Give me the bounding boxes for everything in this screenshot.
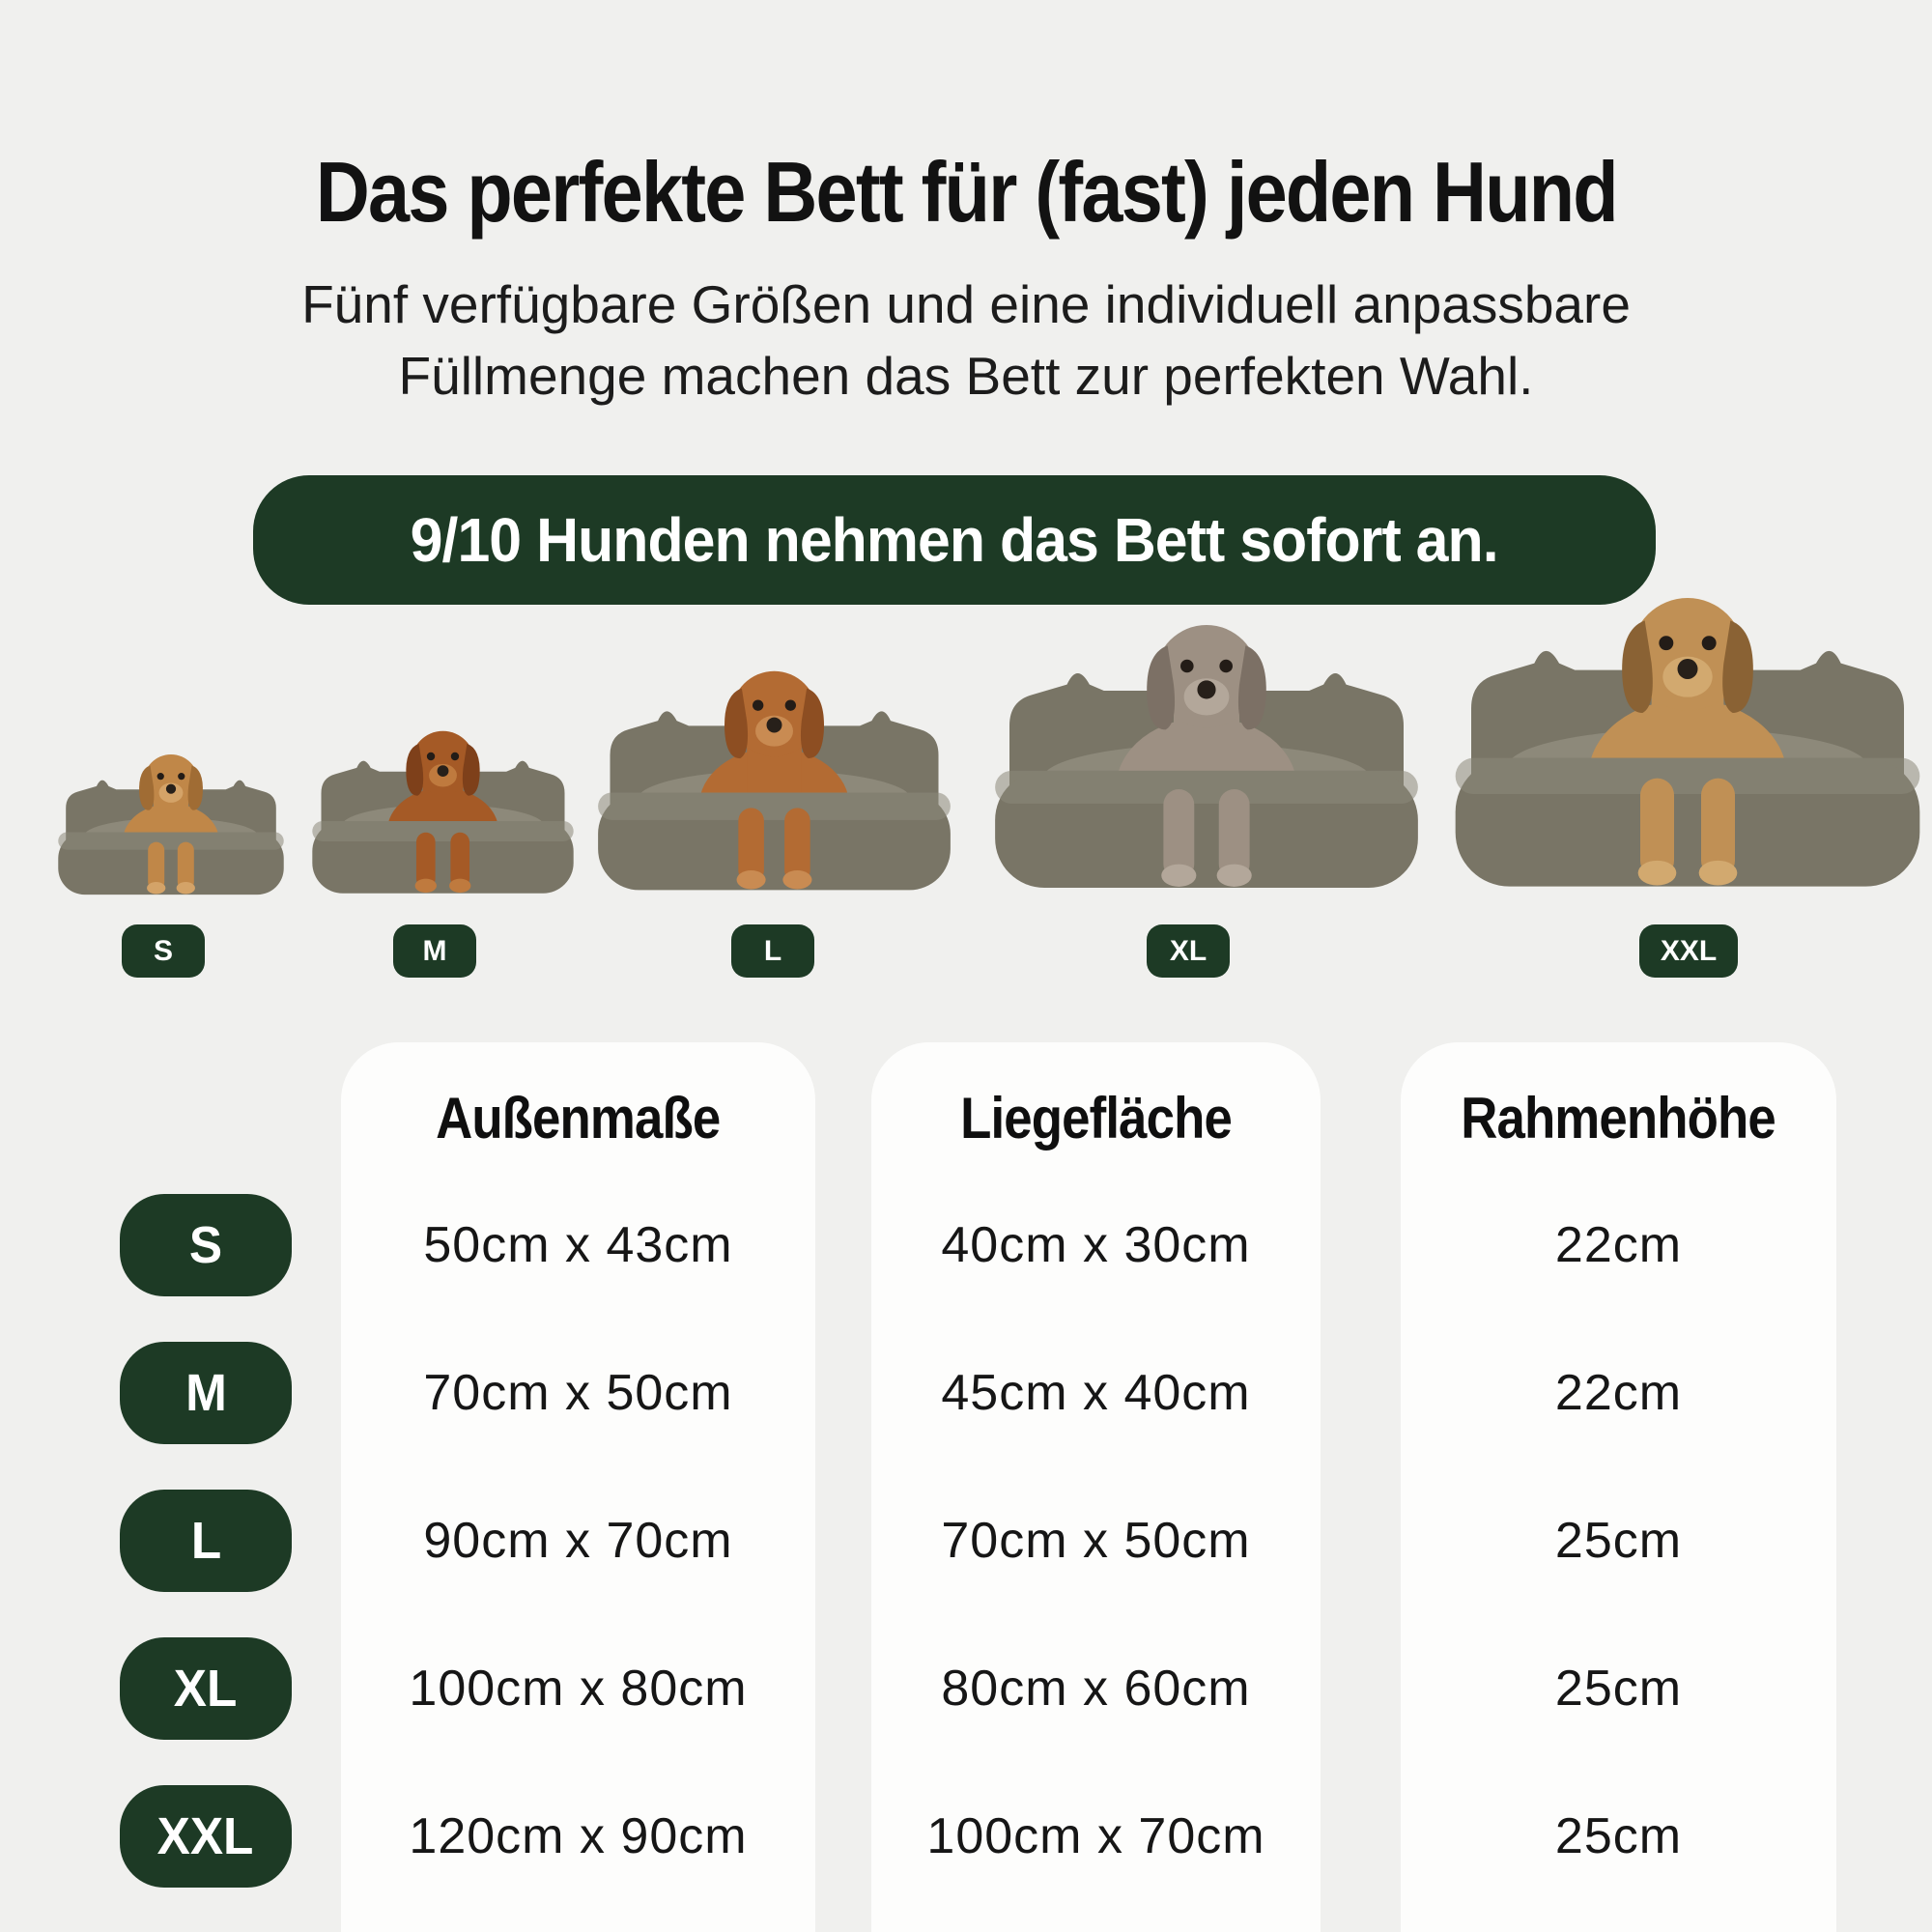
page-subtitle [0,269,1932,412]
column-card-aussenmasse [341,1042,815,1932]
vizsla-in-bed-illustration [569,645,980,902]
page-title [0,143,1932,242]
size-badge-xxl [1639,924,1738,978]
cell-xl-liegeflaeche: 80cm x 60cm [941,1661,1251,1717]
cell-l-aussenmasse: 90cm x 70cm [423,1513,733,1569]
dog-photo-xxl [1417,564,1932,902]
weimaraner-in-bed-illustration [960,594,1453,902]
cell-xxl-rahmenhoehe: 25cm [1554,1808,1683,1864]
cell-s-liegeflaeche: 40cm x 30cm [941,1217,1251,1273]
size-badge-xl-label: XL [1169,934,1208,967]
size-badge-l-label: L [763,934,782,967]
row-label-xxl: XXL [120,1785,292,1888]
dachshund-in-bed-illustration [291,712,595,902]
subtitle-line-1: Fünf verfügbare Größen und eine individuell anpassbare [301,274,1631,334]
cell-xxl-liegeflaeche: 100cm x 70cm [926,1808,1265,1864]
great-dane-in-bed-illustration [1417,564,1932,902]
column-header-aussenmasse: Außenmaße [436,1086,721,1151]
cell-l-rahmenhoehe: 25cm [1554,1513,1683,1569]
column-card-rahmenhoehe [1401,1042,1836,1932]
cell-m-rahmenhoehe: 22cm [1554,1365,1683,1421]
cell-xl-aussenmasse: 100cm x 80cm [409,1661,748,1717]
subtitle-line-2: Füllmenge machen das Bett zur perfekten Wahl. [398,346,1534,406]
column-header-rahmenhoehe: Rahmenhöhe [1461,1086,1776,1151]
row-label-s: S [120,1194,292,1296]
size-badge-m [393,924,476,978]
dog-photo-s [40,738,302,902]
row-label-l: L [120,1490,292,1592]
cell-l-liegeflaeche: 70cm x 50cm [941,1513,1251,1569]
cell-xl-rahmenhoehe: 25cm [1554,1661,1683,1717]
size-badge-l [731,924,814,978]
dog-photo-l [569,645,980,902]
row-label-xl: XL [120,1637,292,1740]
toy-poodle-in-bed-illustration [40,738,302,902]
dog-photo-m [291,712,595,902]
column-header-liegeflaeche: Liegefläche [960,1086,1232,1151]
cell-s-rahmenhoehe: 22cm [1554,1217,1683,1273]
cell-xxl-aussenmasse: 120cm x 90cm [409,1808,748,1864]
size-badge-s [122,924,205,978]
cell-s-aussenmasse: 50cm x 43cm [423,1217,733,1273]
size-badge-s-label: S [153,934,173,967]
cell-m-aussenmasse: 70cm x 50cm [423,1365,733,1421]
page-title-text: Das perfekte Bett für (fast) jeden Hund [315,144,1617,240]
size-badge-xl [1147,924,1230,978]
claim-banner-text: 9/10 Hunden nehmen das Bett sofort an. [410,505,1499,575]
size-badge-xxl-label: XXL [1660,934,1718,967]
dog-photo-xl [960,594,1453,902]
row-label-m: M [120,1342,292,1444]
column-card-liegeflaeche [871,1042,1321,1932]
size-badge-m-label: M [422,934,447,967]
cell-m-liegeflaeche: 45cm x 40cm [941,1365,1251,1421]
